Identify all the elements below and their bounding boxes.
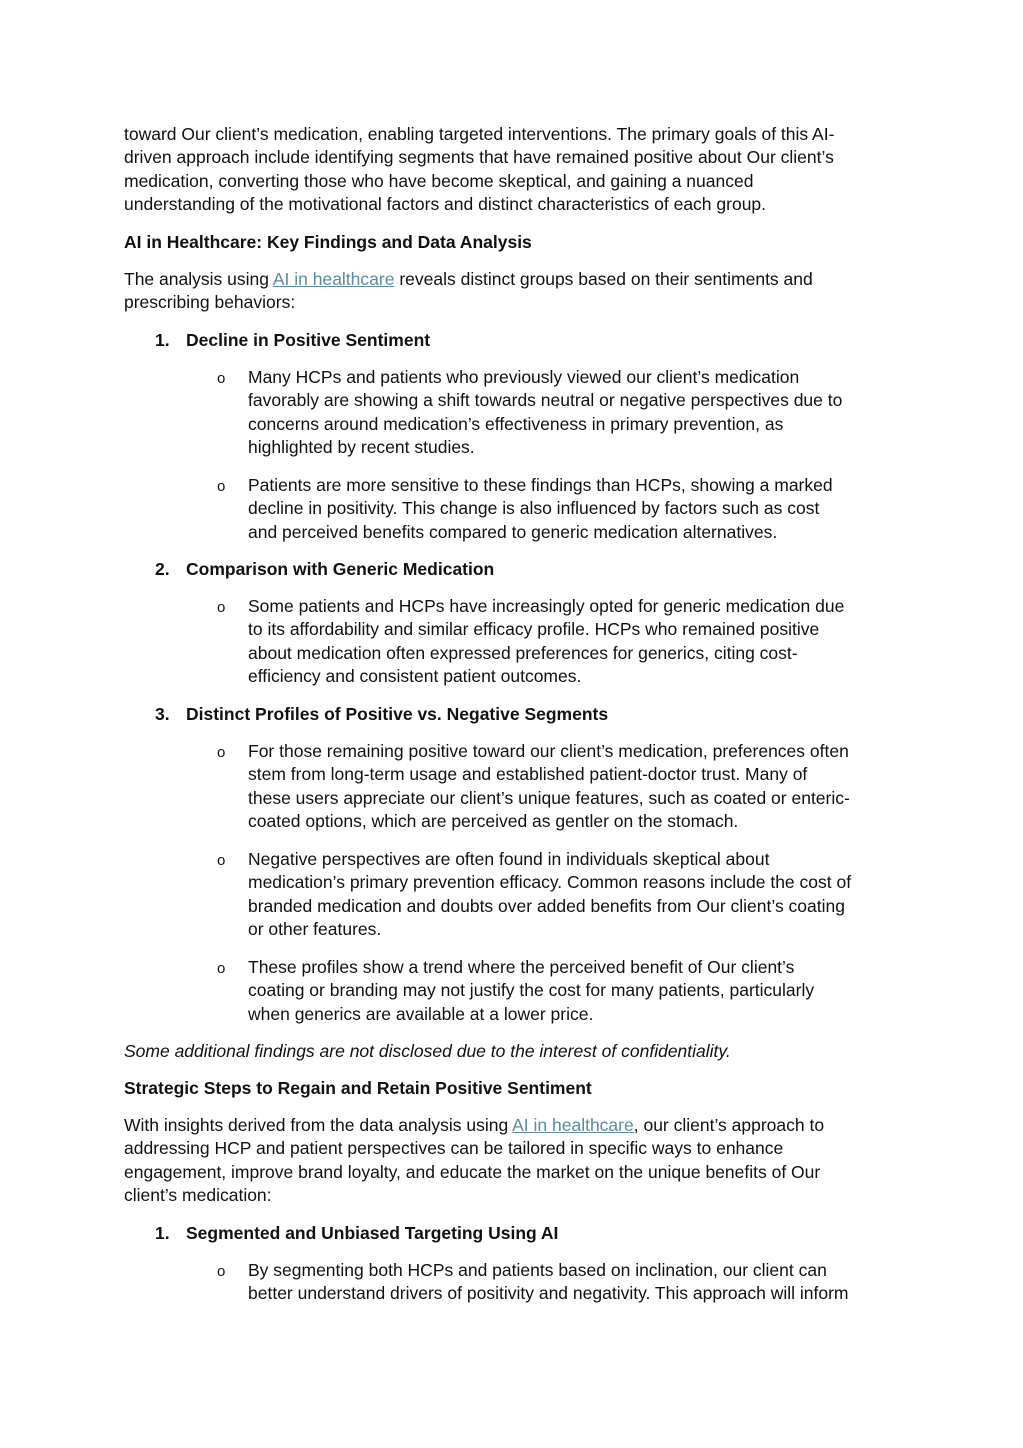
bullet-marker: o — [217, 744, 226, 761]
text-line — [124, 268, 904, 291]
analysis-paragraph — [124, 268, 904, 315]
text-line: when generics are available at a lower price. — [248, 1003, 594, 1024]
text-line — [124, 1114, 904, 1137]
text-segment: With insights derived from the data analysis using — [124, 1115, 513, 1135]
text-line: coated options, which are perceived as gentler on the stomach. — [248, 811, 739, 832]
text-line: to its affordability and similar efficacy profile. HCPs who remained positive — [248, 619, 820, 640]
bullet-text — [248, 366, 908, 460]
text-line: decline in positivity. This change is also influenced by factors such as cost — [248, 498, 820, 519]
bullet-text — [248, 740, 908, 834]
text-line: medication, converting those who have become skeptical, and gaining a nuanced — [124, 170, 754, 191]
section-heading-strategic-steps: Strategic Steps to Regain and Retain Positive Sentiment — [124, 1078, 592, 1098]
text-line: Negative perspectives are often found in individuals skeptical about — [248, 849, 770, 869]
text-line: These profiles show a trend where the perceived benefit of Our client’s — [248, 957, 795, 977]
text-line: medication’s primary prevention efficacy. Common reasons include the cost of — [248, 872, 852, 893]
text-line: about medication often expressed preferences for generics, citing cost- — [248, 642, 798, 663]
text-line: better understand drivers of positivity and negativity. This approach will inform — [248, 1283, 849, 1304]
bullet-marker: o — [217, 852, 226, 869]
finding-title: Distinct Profiles of Positive vs. Negative Segments — [186, 704, 609, 724]
bullet-marker: o — [217, 370, 226, 387]
confidentiality-note: Some additional findings are not disclosed due to the interest of confidentiality. — [124, 1041, 731, 1061]
ai-in-healthcare-link[interactable]: AI in healthcare — [272, 269, 395, 289]
step-title: Segmented and Unbiased Targeting Using AI — [186, 1223, 559, 1243]
text-line: prescribing behaviors: — [124, 292, 296, 313]
bullet-marker: o — [217, 960, 226, 977]
text-line: understanding of the motivational factors and distinct characteristics of each group. — [124, 194, 767, 215]
text-line: Many HCPs and patients who previously viewed our client’s medication — [248, 367, 800, 387]
finding-title: Comparison with Generic Medication — [186, 559, 495, 579]
list-number: 3. — [155, 704, 170, 724]
list-number: 1. — [155, 330, 170, 350]
text-line: driven approach include identifying segments that have remained positive about Our client’s — [124, 147, 834, 168]
text-line: client’s medication: — [124, 1185, 272, 1206]
list-number: 2. — [155, 559, 170, 579]
text-line: branded medication and doubts over added benefits from Our client’s coating — [248, 895, 845, 916]
finding-title: Decline in Positive Sentiment — [186, 330, 431, 350]
text-segment: The analysis using — [124, 269, 273, 289]
intro-paragraph — [124, 123, 904, 217]
text-line: Some patients and HCPs have increasingly opted for generic medication due — [248, 596, 845, 616]
text-line: or other features. — [248, 919, 382, 940]
list-number: 1. — [155, 1223, 170, 1243]
bullet-text — [248, 848, 908, 942]
text-line: these users appreciate our client’s unique features, such as coated or enteric- — [248, 787, 850, 808]
text-line: stem from long-term usage and established patient-doctor trust. Many of — [248, 764, 808, 785]
bullet-text — [248, 1259, 908, 1306]
section-heading-key-findings: AI in Healthcare: Key Findings and Data Analysis — [124, 232, 532, 252]
bullet-text — [248, 595, 908, 689]
text-line: concerns around medication’s effectiveness in primary prevention, as — [248, 413, 784, 434]
text-line: Patients are more sensitive to these findings than HCPs, showing a marked — [248, 475, 833, 495]
text-line: coating or branding may not justify the cost for many patients, particularly — [248, 980, 815, 1001]
text-line: highlighted by recent studies. — [248, 437, 475, 458]
bullet-marker: o — [217, 1263, 226, 1280]
text-segment: reveals distinct groups based on their sentiments and — [394, 269, 813, 289]
text-line: efficiency and consistent patient outcomes. — [248, 666, 582, 687]
text-line: addressing HCP and patient perspectives can be tailored in specific ways to enhance — [124, 1138, 784, 1159]
text-line: By segmenting both HCPs and patients based on inclination, our client can — [248, 1260, 827, 1280]
bullet-text — [248, 956, 908, 1026]
text-line: and perceived benefits compared to generic medication alternatives. — [248, 521, 778, 542]
bullet-marker: o — [217, 478, 226, 495]
text-line: favorably are showing a shift towards neutral or negative perspectives due to — [248, 390, 843, 411]
bullet-marker: o — [217, 599, 226, 616]
text-line: For those remaining positive toward our client’s medication, preferences often — [248, 741, 849, 761]
strategy-paragraph — [124, 1114, 904, 1208]
text-line: toward Our client’s medication, enabling targeted interventions. The primary goals of this AI- — [124, 124, 835, 144]
text-segment: , our client’s approach to — [633, 1115, 825, 1135]
text-line: engagement, improve brand loyalty, and educate the market on the unique benefits of Our — [124, 1161, 821, 1182]
ai-in-healthcare-link[interactable]: AI in healthcare — [512, 1115, 634, 1135]
bullet-text — [248, 474, 908, 544]
